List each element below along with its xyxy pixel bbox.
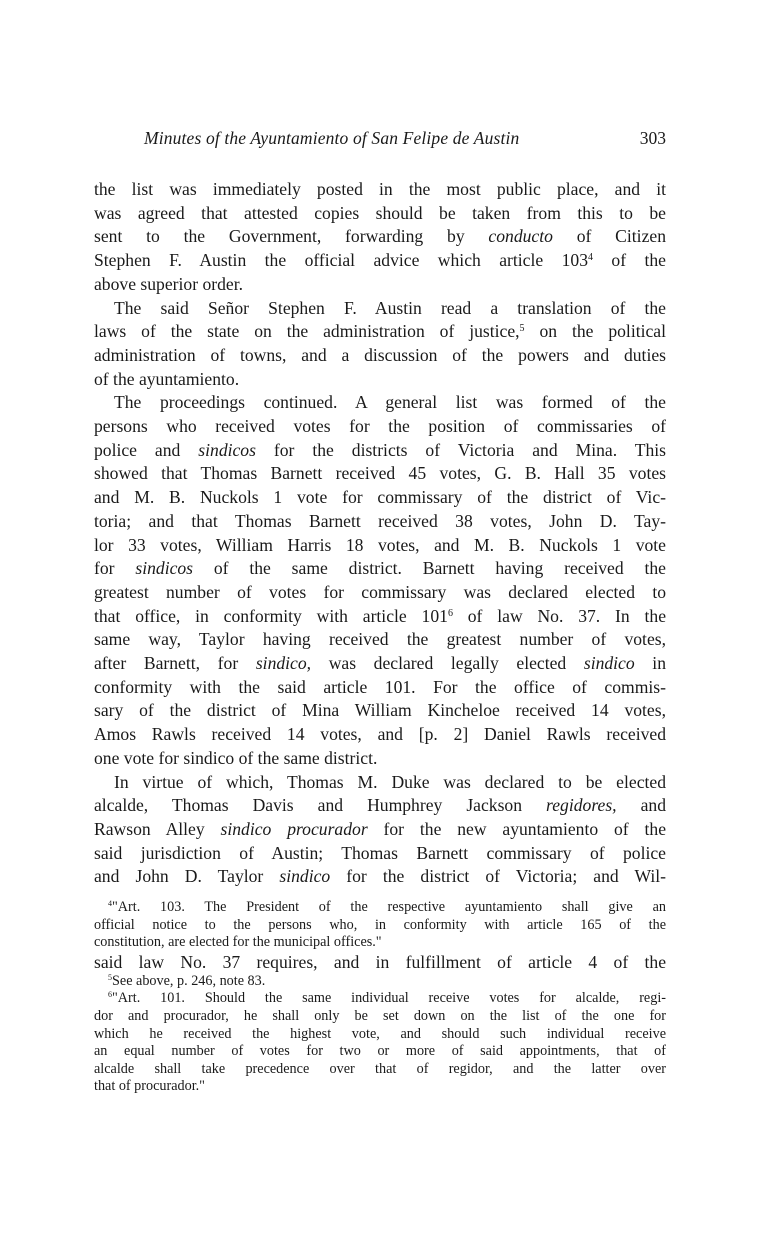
text-line: conformity with the said article 101. For the office of commis- xyxy=(94,676,666,697)
document-page xyxy=(94,128,666,1096)
text-line: after Barnett, for sindico, was declared legally elected sindico in xyxy=(94,653,666,674)
running-head-title: Minutes of the Ayuntamiento of San Felipe de Austin xyxy=(144,128,520,148)
text-line: one vote for sindico of the same district. xyxy=(94,747,378,768)
footnote-line: dor and procurador, he shall only be set down on the list of the one for xyxy=(94,1008,666,1025)
text-line: persons who received votes for the position of commissaries of xyxy=(94,416,666,437)
footnote-marker: 5 xyxy=(519,323,525,335)
text-line: Stephen F. Austin the official advice which article $103^4$ of the xyxy=(94,250,666,271)
text-line: the list was immediately posted in the most public place, and it xyxy=(94,179,666,199)
page-number: 303 xyxy=(639,128,666,148)
italic-term: sindicos xyxy=(198,439,256,460)
italic-term: sindico, xyxy=(255,653,312,674)
text-line: showed that Thomas Barnett received 45 votes, G. B. Hall 35 votes xyxy=(94,463,666,484)
footnote-marker: 4 xyxy=(108,899,112,909)
text-line: laws of the state on the administration of justice,$^5$ on the political xyxy=(94,321,666,342)
misplaced-body-line: said law No. 37 requires, and in fulfillment of article 4 of the xyxy=(94,951,666,972)
footnote-marker: 5 xyxy=(108,972,112,982)
text-line: Rawson Alley sindico procurador for the new ayuntamiento of the xyxy=(94,818,667,839)
paragraph xyxy=(94,178,666,297)
text-line: The proceedings continued. A general list was formed of the xyxy=(114,392,666,413)
text-line: that office, in conformity with article $101^6$ of law No. 37. In the xyxy=(94,605,666,626)
text-line: same way, Taylor having received the greatest number of votes, xyxy=(94,629,666,650)
text-line: said jurisdiction of Austin; Thomas Barnett commissary of police xyxy=(94,842,666,863)
text-line: was agreed that attested copies should be taken from this to be xyxy=(94,202,666,223)
paragraph xyxy=(94,391,666,770)
italic-term: sindico xyxy=(583,653,635,674)
footnote-line: constitution, are elected for the municipal offices." xyxy=(94,934,382,951)
text-line: police and sindicos for the districts of Victoria and Mina. This xyxy=(94,439,667,460)
text-line: and M. B. Nuckols 1 vote for commissary of the district of Vic- xyxy=(94,487,666,508)
footnote-line: $^6$"Art. 101. Should the same individual receive votes for alcalde, regi- xyxy=(108,990,666,1007)
footnote-6 xyxy=(94,990,666,1096)
footnote-5 xyxy=(94,973,666,991)
text-line: and John D. Taylor sindico for the district of Victoria; and Wil- xyxy=(94,866,666,887)
footnote-line: that of procurador." xyxy=(94,1078,205,1095)
footnote-marker: 6 xyxy=(447,607,453,619)
text-line: lor 33 votes, William Harris 18 votes, and M. B. Nuckols 1 vote xyxy=(94,534,666,555)
text-line: toria; and that Thomas Barnett received 38 votes, John D. Tay- xyxy=(94,510,666,531)
italic-term: regidores, xyxy=(546,795,617,816)
footnote-marker: 4 xyxy=(588,252,593,264)
footnote-line: which he received the highest vote, and should such individual receive xyxy=(94,1025,666,1042)
text-line: In virtue of which, Thomas M. Duke was declared to be elected xyxy=(114,771,666,792)
text-line: alcalde, Thomas Davis and Humphrey Jackson regidores, and xyxy=(94,795,666,816)
text-line: sent to the Government, forwarding by conducto of Citizen xyxy=(94,226,666,247)
text-line: for sindicos of the same district. Barnett having received the xyxy=(94,558,666,579)
italic-term: conducto xyxy=(488,226,553,247)
footnote-line: $^5$See above, p. 246, note 83. xyxy=(108,972,266,989)
paragraph xyxy=(94,297,666,392)
italic-term: sindicos xyxy=(135,558,194,579)
text-line: of the ayuntamiento. xyxy=(94,368,240,389)
footnote-line: official notice to the persons who, in conformity with article 165 of the xyxy=(94,916,666,933)
text-line: sary of the district of Mina William Kincheloe received 14 votes, xyxy=(94,700,666,721)
footnote-line: an equal number of votes for two or more of said appointments, that of xyxy=(94,1043,666,1060)
paragraph xyxy=(94,771,666,890)
running-head xyxy=(144,128,666,156)
text-line: above superior order. xyxy=(94,273,244,294)
footnote-marker: 6 xyxy=(108,990,112,1000)
text-line: Amos Rawls received 14 votes, and [p. 2] Daniel Rawls received xyxy=(94,724,666,745)
text-line: The said Señor Stephen F. Austin read a translation of the xyxy=(114,297,666,318)
footnote-4 xyxy=(94,899,666,952)
footnote-line: $^4$"Art. 103. The President of the respective ayuntamiento shall give an xyxy=(108,899,666,916)
text-line: administration of towns, and a discussion of the powers and duties xyxy=(94,344,666,365)
italic-term: sindico xyxy=(279,866,331,887)
italic-term: sindico procurador xyxy=(220,818,368,839)
footnote-line: alcalde shall take precedence over that of regidor, and the latter over xyxy=(94,1060,666,1077)
body-text xyxy=(94,178,666,889)
text-line: greatest number of votes for commissary was declared elected to xyxy=(94,581,666,602)
footnotes xyxy=(94,899,666,1096)
